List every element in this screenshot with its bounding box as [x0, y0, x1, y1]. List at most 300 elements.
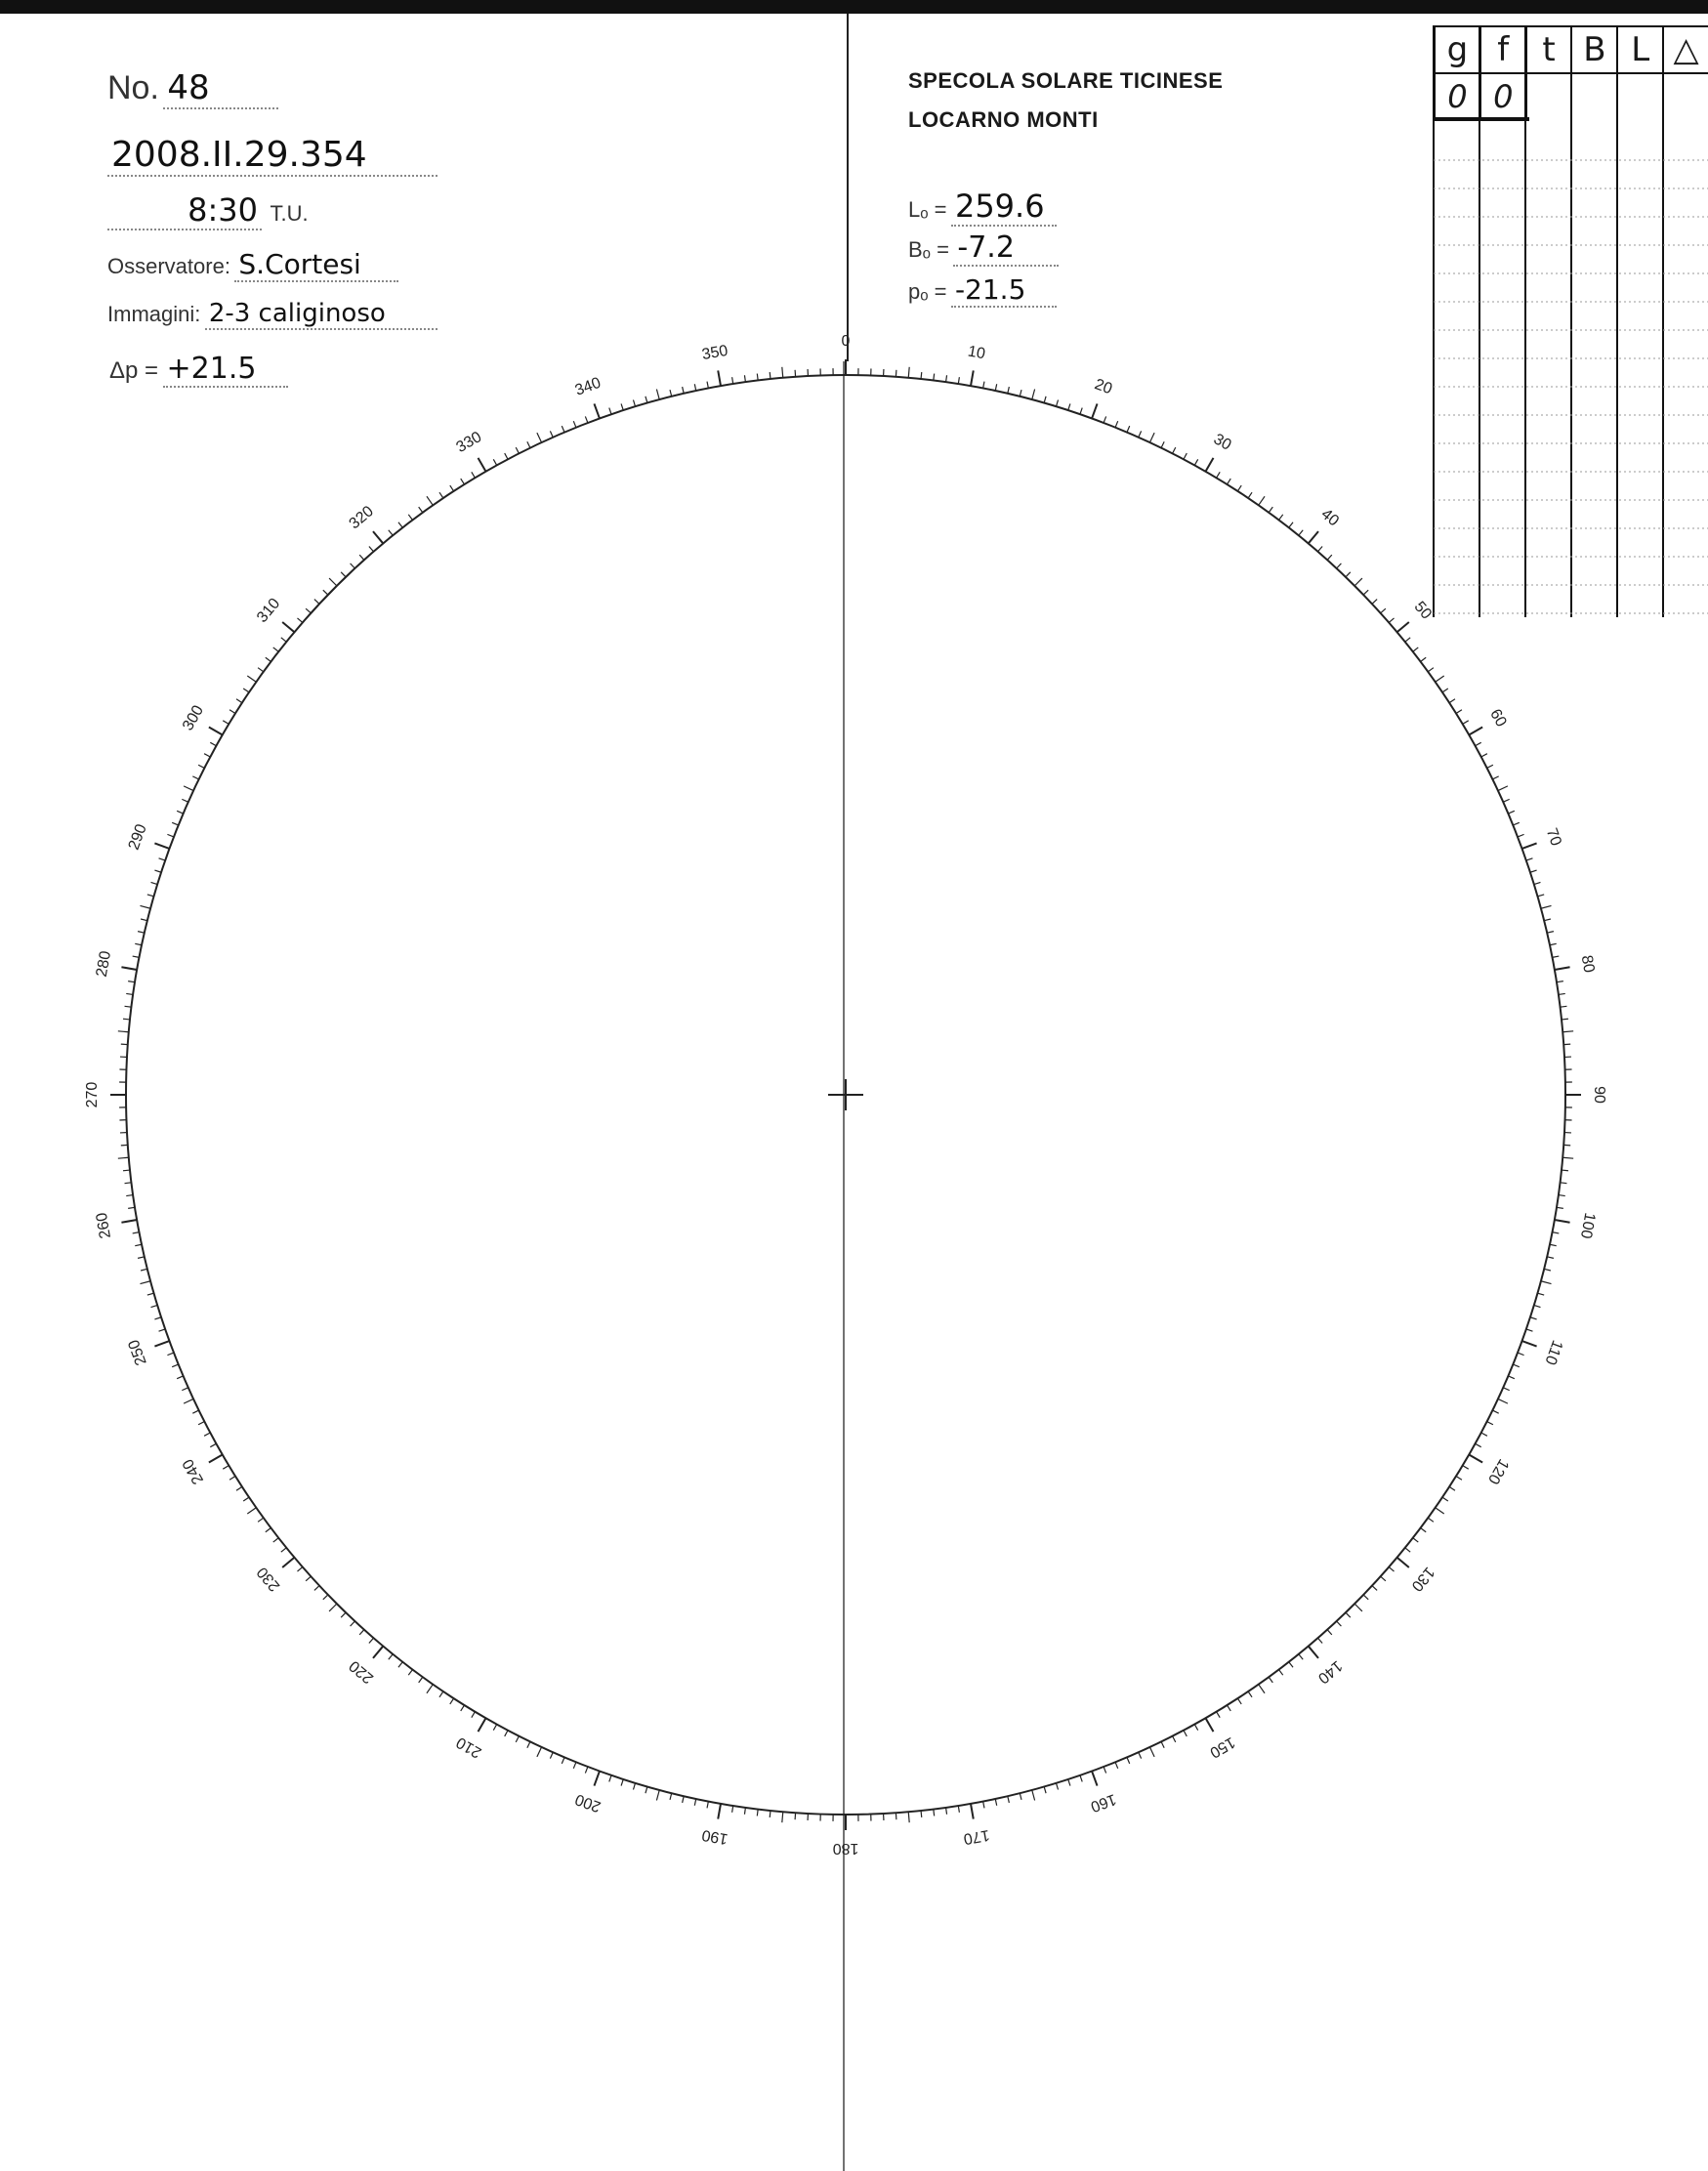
dial-tick — [1269, 507, 1272, 513]
dial-tick — [1389, 1567, 1394, 1572]
dial-tick — [1299, 530, 1303, 535]
dial-label: 50 — [1410, 598, 1436, 623]
dial-tick — [1469, 728, 1482, 735]
dial-tick — [472, 1712, 476, 1718]
dial-tick — [266, 657, 271, 661]
dial-tick — [1068, 403, 1070, 410]
dial-tick — [1389, 618, 1394, 623]
dial-tick — [1259, 1685, 1265, 1693]
header-t: t — [1525, 27, 1571, 72]
dial-tick — [1279, 1670, 1283, 1676]
dial-tick — [1456, 710, 1462, 714]
dial-tick — [1363, 590, 1368, 595]
dial-tick — [1550, 1244, 1557, 1245]
dial-tick — [1555, 1220, 1570, 1223]
dial-tick — [1476, 742, 1481, 745]
dial-label: 240 — [180, 1455, 208, 1487]
dial-tick — [1080, 1775, 1082, 1782]
dial-tick — [1449, 1486, 1455, 1490]
dial-tick — [1381, 1576, 1386, 1581]
dial-tick — [1354, 578, 1362, 586]
dial-tick — [314, 600, 319, 605]
dial-tick — [408, 515, 412, 521]
dial-tick — [573, 1762, 576, 1768]
header-b: B — [1570, 27, 1616, 72]
date-value: 2008.II.29.354 — [107, 135, 437, 177]
delta-p-label: Δp = — [109, 357, 159, 384]
dial-tick — [479, 458, 486, 472]
dial-label: 310 — [254, 595, 284, 626]
dial-tick — [1513, 1364, 1519, 1367]
dial-tick — [1372, 600, 1377, 605]
dial-tick — [273, 1538, 279, 1542]
dial-tick — [1381, 608, 1386, 613]
dial-tick — [1562, 1157, 1573, 1158]
dial-tick — [921, 1811, 922, 1817]
dial-label: 350 — [700, 342, 729, 364]
dial-tick — [281, 1548, 286, 1552]
dial-tick — [983, 1801, 984, 1808]
dial-tick — [128, 981, 135, 982]
dial-tick — [121, 1220, 137, 1223]
dial-tick — [258, 1518, 264, 1522]
dial-tick — [198, 1422, 204, 1425]
dial-tick — [204, 1433, 210, 1436]
dial-tick — [1104, 416, 1106, 423]
dial-tick — [1547, 932, 1554, 934]
dial-label: 10 — [966, 343, 987, 363]
dial-tick — [1463, 1466, 1469, 1470]
observatory-location: LOCARNO MONTI — [908, 107, 1099, 132]
dial-tick — [141, 1269, 147, 1271]
dial-tick — [1056, 400, 1058, 407]
dial-tick — [1346, 572, 1351, 577]
p0-value: -21.5 — [951, 273, 1057, 308]
dial-tick — [126, 1195, 133, 1196]
b0-label: Bₒ = — [908, 237, 949, 262]
dial-tick — [1405, 1548, 1410, 1552]
dial-label: 90 — [1590, 1086, 1607, 1104]
dial-tick — [135, 1244, 142, 1245]
dial-tick — [621, 403, 623, 410]
cell-f: 0 — [1479, 74, 1525, 119]
dial-tick — [1518, 1353, 1524, 1356]
dial-tick — [782, 1812, 783, 1822]
dial-tick — [1279, 515, 1283, 521]
dial-tick — [718, 1804, 721, 1819]
dial-tick — [118, 1031, 129, 1032]
dial-tick — [184, 1399, 193, 1403]
dial-tick — [159, 1329, 166, 1331]
dial-tick — [1032, 389, 1035, 399]
dial-tick — [770, 1811, 771, 1817]
dial-label: 100 — [1576, 1211, 1599, 1240]
dial-tick — [1248, 492, 1252, 498]
dial-tick — [329, 578, 337, 586]
dial-label: 220 — [346, 1656, 377, 1687]
dial-tick — [707, 382, 708, 389]
observer-label: Osservatore: — [107, 254, 230, 278]
dial-tick — [1541, 905, 1552, 908]
dial-tick — [921, 372, 922, 379]
dial-tick — [1044, 397, 1046, 403]
dial-tick — [266, 1528, 271, 1532]
dial-tick — [1498, 1399, 1508, 1403]
dial-tick — [1237, 485, 1241, 491]
dial-tick — [1413, 1538, 1419, 1542]
dial-tick — [1552, 956, 1559, 957]
dial-tick — [121, 967, 137, 970]
dial-tick — [971, 370, 974, 386]
dial-label: 270 — [84, 1081, 102, 1108]
dial-tick — [369, 546, 374, 551]
dial-tick — [1428, 1518, 1434, 1522]
dial-tick — [656, 389, 659, 399]
dial-tick — [123, 1170, 130, 1171]
dial-tick — [1487, 765, 1493, 768]
dial-tick — [1481, 1433, 1487, 1436]
dial-tick — [154, 870, 161, 872]
dial-label: 210 — [453, 1733, 485, 1761]
dial-tick — [273, 647, 279, 651]
dial-tick — [683, 387, 685, 394]
dial-tick — [472, 472, 476, 478]
dial-tick — [1020, 1793, 1021, 1800]
dial-tick — [995, 384, 996, 391]
dial-tick — [1080, 408, 1082, 415]
dial-label: 160 — [1088, 1790, 1119, 1816]
dial-tick — [1206, 458, 1214, 472]
dial-tick — [1161, 1741, 1164, 1747]
dial-tick — [1503, 799, 1509, 802]
dial-tick — [493, 459, 496, 465]
dial-tick — [1139, 1752, 1142, 1758]
dial-tick — [744, 375, 745, 382]
dial-tick — [450, 485, 454, 491]
dial-tick — [594, 403, 599, 418]
dial-tick — [306, 1576, 311, 1581]
dial-tick — [527, 441, 530, 447]
dial-label: 290 — [125, 821, 150, 853]
dial-tick — [1327, 1630, 1332, 1635]
dial-label: 110 — [1541, 1337, 1566, 1367]
header-g: g — [1434, 27, 1479, 72]
delta-p-value: +21.5 — [163, 352, 288, 388]
dial-tick — [694, 384, 695, 391]
dial-tick — [1562, 1019, 1568, 1020]
observer-value: S.Cortesi — [234, 248, 398, 282]
dial-tick — [398, 522, 402, 528]
dial-tick — [389, 1654, 393, 1659]
dial-tick — [1206, 1718, 1214, 1732]
dial-tick — [172, 822, 178, 825]
dial-tick — [585, 1767, 588, 1774]
dial-tick — [1318, 546, 1323, 551]
dial-tick — [133, 1232, 140, 1233]
dial-tick — [1526, 1329, 1533, 1331]
dial-tick — [1173, 447, 1176, 453]
dial-tick — [147, 1293, 154, 1295]
dial-tick — [373, 1647, 383, 1658]
dial-tick — [1354, 1604, 1362, 1611]
dial-tick — [1498, 786, 1508, 791]
dial-tick — [184, 786, 193, 791]
dial-tick — [1194, 459, 1197, 465]
dial-label: 340 — [572, 374, 604, 399]
dial-tick — [1115, 1762, 1118, 1768]
dial-tick — [782, 367, 783, 378]
dial-tick — [282, 622, 294, 632]
observatory-name: SPECOLA SOLARE TICINESE — [908, 68, 1224, 93]
dial-tick — [757, 374, 758, 381]
dial-tick — [1463, 721, 1469, 725]
dial-tick — [154, 1317, 161, 1319]
dial-tick — [527, 1741, 530, 1747]
dial-tick — [1428, 668, 1434, 672]
dial-tick — [1442, 1497, 1448, 1501]
dial-tick — [1309, 531, 1318, 543]
dial-tick — [983, 382, 984, 389]
dial-tick — [505, 1731, 508, 1736]
dial-tick — [223, 1466, 229, 1470]
dial-tick — [683, 1796, 685, 1803]
dial-tick — [126, 993, 133, 994]
dial-tick — [140, 905, 150, 908]
dial-label: 150 — [1206, 1733, 1238, 1761]
dial-tick — [1020, 390, 1021, 397]
dial-tick — [1008, 1796, 1010, 1803]
dial-tick — [258, 668, 264, 672]
dial-label: 0 — [841, 333, 851, 351]
dial-tick — [1217, 472, 1221, 478]
dial-tick — [1562, 1170, 1568, 1171]
dial-tick — [1537, 895, 1544, 897]
dial-tick — [670, 390, 672, 397]
dial-tick — [198, 765, 204, 768]
dial-tick — [1544, 1269, 1551, 1271]
dial-tick — [209, 728, 223, 735]
dial-tick — [341, 1612, 346, 1617]
dial-tick — [707, 1801, 708, 1808]
dial-tick — [439, 1691, 443, 1697]
dial-label: 20 — [1092, 376, 1115, 398]
dial-tick — [1127, 426, 1130, 432]
dial-tick — [138, 932, 145, 934]
dial-tick — [408, 1670, 412, 1676]
header-l: L — [1616, 27, 1662, 72]
dial-tick — [946, 375, 947, 382]
dial-tick — [1555, 967, 1570, 970]
dial-tick — [718, 370, 721, 386]
dial-tick — [1492, 776, 1498, 779]
dial-tick — [236, 699, 242, 703]
dial-tick — [1481, 754, 1487, 757]
dial-tick — [223, 721, 229, 725]
dial-label: 140 — [1314, 1656, 1346, 1687]
dial-tick — [757, 1810, 758, 1816]
dial-tick — [243, 1497, 249, 1501]
dial-tick — [172, 1364, 178, 1367]
dial-tick — [744, 1808, 745, 1815]
number-label: No. — [107, 69, 159, 106]
images-label: Immagini: — [107, 302, 201, 326]
dial-tick — [450, 1698, 454, 1704]
dial-tick — [1044, 1786, 1046, 1793]
dial-tick — [439, 492, 443, 498]
dial-tick — [1559, 993, 1565, 994]
dial-tick — [297, 1567, 302, 1572]
dial-tick — [1557, 1207, 1563, 1208]
dial-tick — [461, 479, 465, 484]
dial-tick — [1421, 657, 1427, 661]
dial-tick — [594, 1772, 599, 1786]
dial-tick — [389, 530, 393, 535]
dial-tick — [505, 453, 508, 459]
dial-tick — [1534, 1305, 1541, 1307]
dial-label: 80 — [1577, 953, 1598, 975]
dial-tick — [167, 834, 174, 837]
dial-tick — [1337, 1621, 1342, 1626]
dial-tick — [1228, 479, 1231, 484]
dial-tick — [1194, 1725, 1197, 1731]
dial-tick — [1149, 1747, 1154, 1757]
dial-tick — [1547, 1257, 1554, 1259]
dial-tick — [1449, 699, 1455, 703]
dial-tick — [1557, 981, 1563, 982]
dial-tick — [373, 531, 383, 543]
cell-g: 0 — [1434, 74, 1479, 119]
dial-tick — [369, 1638, 374, 1643]
dial-tick — [550, 1752, 553, 1758]
dial-tick — [537, 433, 542, 442]
dial-tick — [141, 919, 147, 921]
dial-tick — [1104, 1767, 1106, 1774]
dial-tick — [306, 608, 311, 613]
dial-label: 130 — [1407, 1564, 1437, 1595]
time-value: 8:30 — [107, 191, 262, 230]
dial-tick — [479, 1718, 486, 1732]
dial-tick — [1372, 1586, 1377, 1591]
dial-tick — [1149, 433, 1154, 442]
dial-tick — [1405, 638, 1410, 642]
dial-tick — [329, 1604, 337, 1611]
dial-tick — [167, 1353, 174, 1356]
dial-tick — [1092, 1772, 1097, 1786]
dial-tick — [192, 776, 198, 779]
dial-tick — [151, 882, 158, 884]
dial-tick — [732, 377, 733, 384]
dial-tick — [732, 1806, 733, 1813]
dial-tick — [1173, 1736, 1176, 1742]
dial-tick — [1184, 453, 1187, 459]
dial-tick — [247, 676, 256, 682]
dial-tick — [323, 590, 328, 595]
dial-tick — [585, 416, 588, 423]
dial-tick — [1522, 1341, 1537, 1346]
dial-tick — [147, 895, 154, 897]
dial-tick — [646, 1786, 647, 1793]
dial-label: 280 — [93, 949, 115, 979]
dial-tick — [1469, 1455, 1482, 1463]
dial-tick — [633, 400, 635, 407]
dial-tick — [1259, 496, 1265, 505]
dial-tick — [138, 1257, 145, 1259]
dial-tick — [192, 1410, 198, 1413]
dial-tick — [1228, 1705, 1231, 1711]
dial-tick — [1327, 555, 1332, 560]
dial-tick — [958, 377, 959, 384]
dial-tick — [1561, 1006, 1567, 1007]
dial-tick — [177, 811, 183, 814]
dial-tick — [1008, 387, 1010, 394]
dial-tick — [427, 496, 433, 505]
dial-tick — [1421, 1528, 1427, 1532]
dial-tick — [656, 1790, 659, 1801]
dial-tick — [177, 1376, 183, 1379]
dial-tick — [1537, 1293, 1544, 1295]
dial-label: 230 — [254, 1564, 284, 1595]
images-value: 2-3 caliginoso — [205, 299, 437, 330]
dial-tick — [609, 1775, 611, 1782]
dial-tick — [297, 618, 302, 623]
dial-tick — [1217, 1712, 1221, 1718]
dial-tick — [770, 372, 771, 379]
dial-tick — [1289, 522, 1293, 528]
dial-label: 120 — [1483, 1455, 1512, 1487]
dial-tick — [236, 1486, 242, 1490]
dial-tick — [154, 843, 169, 848]
dial-tick — [1456, 1477, 1462, 1481]
dial-tick — [1299, 1654, 1303, 1659]
dial-tick — [243, 689, 249, 692]
dial-tick — [609, 408, 611, 415]
dial-label: 70 — [1542, 825, 1564, 849]
dial-tick — [908, 367, 909, 378]
dial-label: 320 — [346, 503, 377, 533]
dial-tick — [461, 1705, 465, 1711]
dial-tick — [1530, 870, 1537, 872]
dial-tick — [140, 1281, 150, 1284]
dial-tick — [1541, 1281, 1552, 1284]
dial-tick — [1518, 834, 1524, 837]
dial-tick — [125, 1006, 132, 1007]
dial-tick — [1346, 1612, 1351, 1617]
dial-tick — [314, 1586, 319, 1591]
dial-tick — [621, 1779, 623, 1786]
dial-tick — [1248, 1691, 1252, 1697]
dial-tick — [493, 1725, 496, 1731]
dial-tick — [1237, 1698, 1241, 1704]
b0-value: -7.2 — [953, 230, 1059, 267]
dial-label: 250 — [125, 1337, 150, 1368]
dial-tick — [1032, 1790, 1035, 1801]
dial-tick — [398, 1662, 402, 1668]
dial-tick — [646, 397, 647, 403]
dial-tick — [341, 572, 346, 577]
dial-tick — [908, 1812, 909, 1822]
dial-tick — [1337, 564, 1342, 568]
dial-tick — [1487, 1422, 1493, 1425]
dial-tick — [229, 710, 235, 714]
dial-tick — [1184, 1731, 1187, 1736]
dial-tick — [247, 1508, 256, 1514]
dial-label: 300 — [180, 702, 208, 734]
l0-value: 259.6 — [951, 188, 1057, 227]
dial-tick — [210, 742, 216, 745]
dial-tick — [562, 426, 564, 432]
dial-label: 170 — [962, 1825, 991, 1848]
dial-tick — [133, 956, 140, 957]
